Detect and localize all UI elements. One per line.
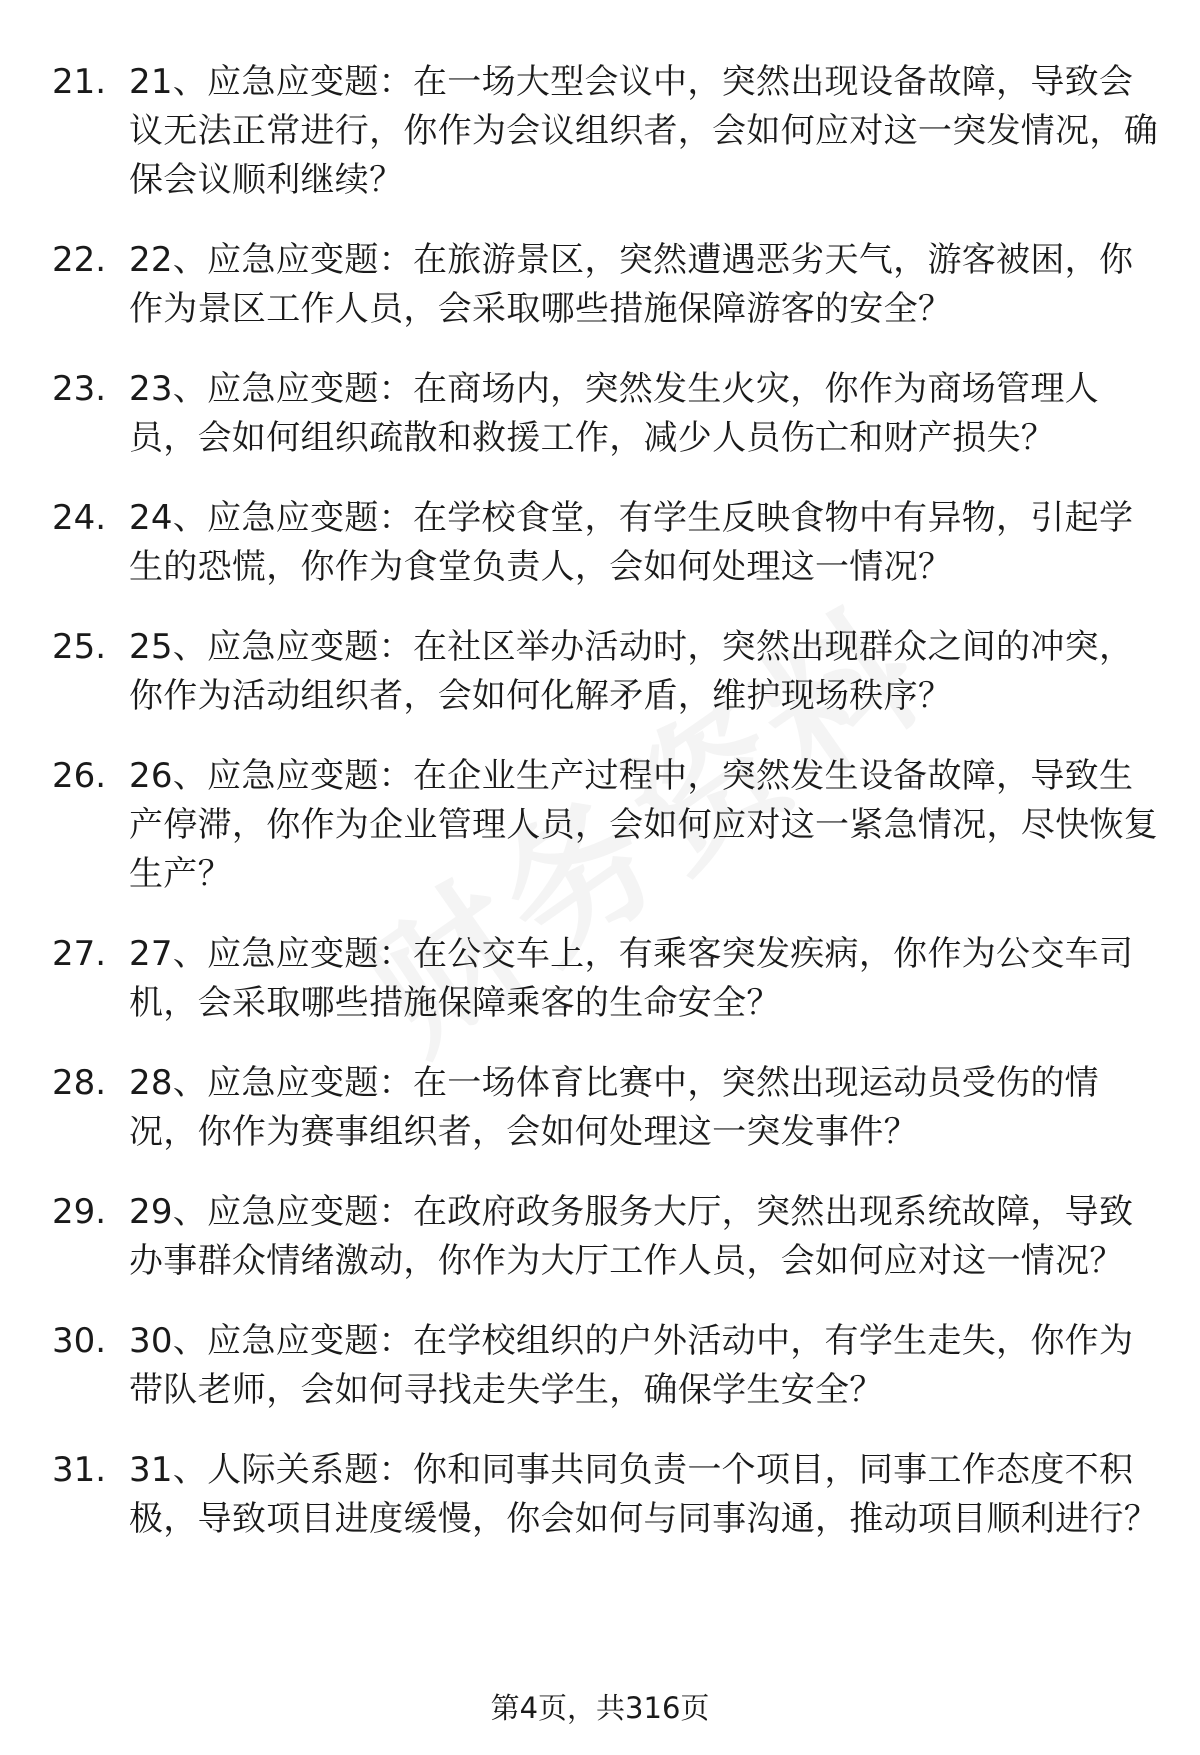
question-text: 27、应急应变题：在公交车上，有乘客突发疾病，你作为公交车司机，会采取哪些措施保障乘客的生命安全？ bbox=[129, 934, 1134, 1023]
question-text: 26、应急应变题：在企业生产过程中，突然发生设备故障，导致生产停滞，你作为企业管理人员，会如何应对这一紧急情况，尽快恢复生产？ bbox=[129, 756, 1158, 894]
question-item bbox=[0, 752, 1200, 899]
question-list bbox=[0, 58, 1200, 1575]
question-text: 28、应急应变题：在一场体育比赛中，突然出现运动员受伤的情况，你作为赛事组织者，会如何处理这一突发事件？ bbox=[129, 1063, 1099, 1152]
page-footer: 第4页，共316页 bbox=[490, 1691, 710, 1725]
question-number: 29. bbox=[52, 1192, 107, 1232]
question-text: 25、应急应变题：在社区举办活动时，突然出现群众之间的冲突，你作为活动组织者，会如何化解矛盾，维护现场秩序？ bbox=[129, 627, 1134, 716]
question-number: 25. bbox=[52, 627, 107, 667]
question-item bbox=[0, 623, 1200, 721]
question-item bbox=[0, 1317, 1200, 1415]
question-number: 30. bbox=[52, 1321, 107, 1361]
question-text: 21、应急应变题：在一场大型会议中，突然出现设备故障，导致会议无法正常进行，你作为会议组织者，会如何应对这一突发情况，确保会议顺利继续？ bbox=[129, 62, 1158, 200]
question-item bbox=[0, 58, 1200, 205]
question-item bbox=[0, 1446, 1200, 1544]
question-item bbox=[0, 236, 1200, 334]
question-text: 23、应急应变题：在商场内，突然发生火灾，你作为商场管理人员，会如何组织疏散和救援工作，减少人员伤亡和财产损失？ bbox=[129, 369, 1099, 458]
question-item bbox=[0, 494, 1200, 592]
question-number: 26. bbox=[52, 756, 107, 796]
question-number: 21. bbox=[52, 62, 107, 102]
question-text: 29、应急应变题：在政府政务服务大厅，突然出现系统故障，导致办事群众情绪激动，你作为大厅工作人员，会如何应对这一情况？ bbox=[129, 1192, 1134, 1281]
question-item bbox=[0, 1188, 1200, 1286]
question-text: 22、应急应变题：在旅游景区，突然遭遇恶劣天气，游客被困，你作为景区工作人员，会采取哪些措施保障游客的安全？ bbox=[129, 240, 1134, 329]
question-number: 27. bbox=[52, 934, 107, 974]
question-number: 28. bbox=[52, 1063, 107, 1103]
question-number: 31. bbox=[52, 1450, 107, 1490]
question-number: 23. bbox=[52, 369, 107, 409]
question-text: 30、应急应变题：在学校组织的户外活动中，有学生走失，你作为带队老师，会如何寻找走失学生，确保学生安全？ bbox=[129, 1321, 1134, 1410]
question-item bbox=[0, 365, 1200, 463]
question-number: 24. bbox=[52, 498, 107, 538]
question-item bbox=[0, 1059, 1200, 1157]
question-number: 22. bbox=[52, 240, 107, 280]
question-item bbox=[0, 930, 1200, 1028]
question-text: 31、人际关系题：你和同事共同负责一个项目，同事工作态度不积极，导致项目进度缓慢，你会如何与同事沟通，推动项目顺利进行？ bbox=[129, 1450, 1158, 1539]
question-text: 24、应急应变题：在学校食堂，有学生反映食物中有异物，引起学生的恐慌，你作为食堂负责人，会如何处理这一情况？ bbox=[129, 498, 1134, 587]
